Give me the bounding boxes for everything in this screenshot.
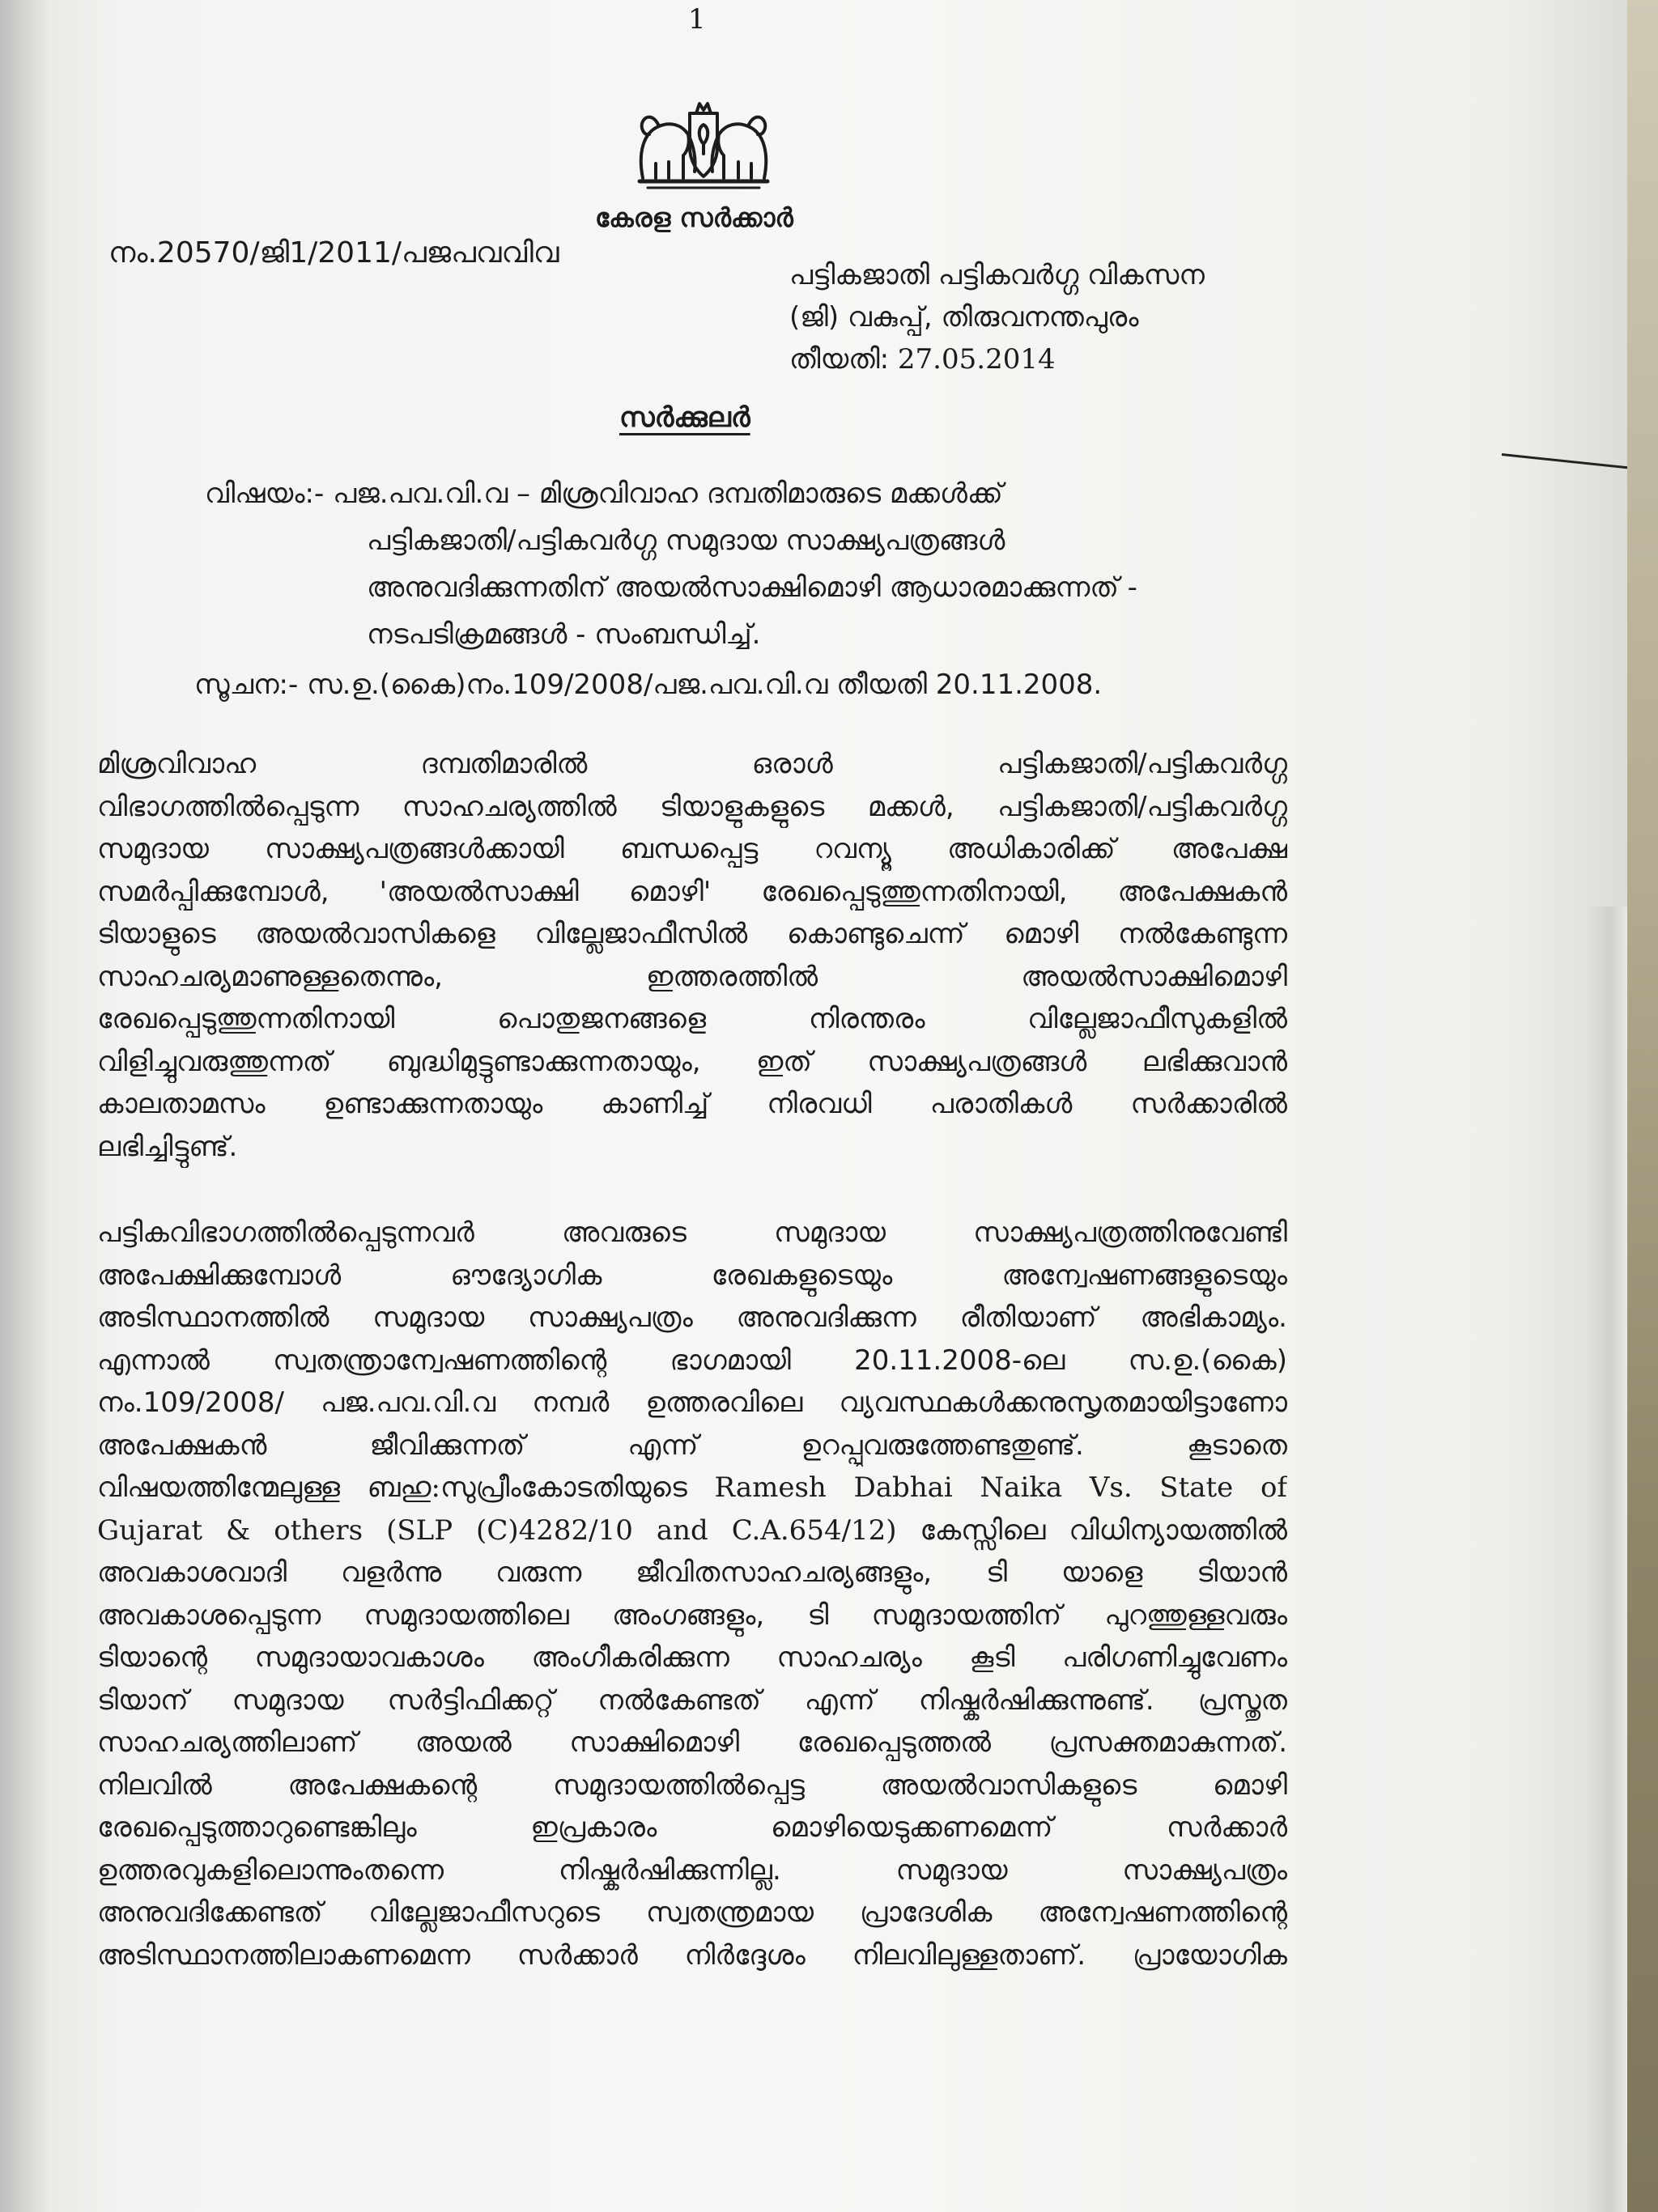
paragraph-line: സമർപ്പിക്കുമ്പോൾ, 'അയൽസാക്ഷി മൊഴി' രേഖപ്പെടുത്തുന്നതിനായി, അപേക്ഷകൻ bbox=[97, 875, 1287, 908]
paragraph-line: വിഷയത്തിന്മേലുള്ള ബഹു:സുപ്രീംകോടതിയുടെ Ramesh Dabhai Naika Vs. State of bbox=[97, 1471, 1287, 1504]
paragraph-line: അപേക്ഷിക്കുമ്പോൾ ഔദ്യോഗിക രേഖകളുടെയും അന്വേഷണങ്ങളുടെയും bbox=[97, 1259, 1287, 1292]
paper-fold-edge bbox=[1587, 906, 1627, 2212]
paragraph-line: പട്ടികവിഭാഗത്തിൽപ്പെടുന്നവർ അവരുടെ സമുദായ സാക്ഷ്യപത്രത്തിനുവേണ്ടി bbox=[97, 1216, 1287, 1249]
paragraph-line: വിഭാഗത്തിൽപ്പെടുന്ന സാഹചര്യത്തിൽ ടിയാളുകളുടെ മക്കൾ, പട്ടികജാതി/പട്ടികവർഗ്ഗ bbox=[97, 790, 1287, 823]
paragraph-line: അടിസ്ഥാനത്തിൽ സമുദായ സാക്ഷ്യപത്രം അനുവദിക്കുന്ന രീതിയാണ് അഭികാമ്യം. bbox=[97, 1301, 1287, 1334]
paragraph-line: സമുദായ സാക്ഷ്യപത്രങ്ങൾക്കായി ബന്ധപ്പെട്ട റവന്യൂ അധികാരിക്ക് അപേക്ഷ bbox=[97, 833, 1287, 865]
paragraph-line: അനുവദിക്കേണ്ടത് വില്ലേജാഫീസറുടെ സ്വതന്ത്രമായ പ്രാദേശിക അന്വേഷണത്തിന്റെ bbox=[97, 1896, 1287, 1929]
paragraph-line: ടിയാന്റെ സമുദായാവകാശം അംഗീകരിക്കുന്ന സാഹചര്യം കൂടി പരിഗണിച്ചുവേണം bbox=[97, 1641, 1287, 1674]
paragraph-line: ടിയാളുടെ അയൽവാസികളെ വില്ലേജാഫീസിൽ കൊണ്ടുചെന്ന് മൊഴി നൽകേണ്ടുന്ന bbox=[97, 918, 1287, 950]
department-line-2: (ജി) വകുപ്പ്, തിരുവനന്തപുരം bbox=[789, 301, 1139, 333]
paragraph-line: സാഹചര്യമാണുള്ളതെന്നും, ഇത്തരത്തിൽ അയൽസാക്ഷിമൊഴി bbox=[97, 960, 1287, 993]
body-paragraph-1 bbox=[97, 743, 1287, 1168]
paragraph-line: മിശ്രവിവാഹ ദമ്പതിമാരിൽ ഒരാൾ പട്ടികജാതി/പട്ടികവർഗ്ഗ bbox=[97, 748, 1287, 780]
paragraph-line: ലഭിച്ചിട്ടുണ്ട്. bbox=[97, 1130, 238, 1163]
kerala-state-emblem-icon bbox=[631, 97, 776, 202]
paragraph-line: കാലതാമസം ഉണ്ടാക്കുന്നതായും കാണിച്ച് നിരവധി പരാതികൾ സർക്കാരിൽ bbox=[97, 1088, 1287, 1120]
paragraph-line: ടിയാന് സമുദായ സർട്ടിഫിക്കറ്റ് നൽകേണ്ടത് എന്ന് നിഷ്കർഷിക്കുന്നുണ്ട്. പ്രസ്തുത bbox=[97, 1683, 1287, 1717]
subject-line: പട്ടികജാതി/പട്ടികവർഗ്ഗ സമുദായ സാക്ഷ്യപത്രങ്ങൾ bbox=[367, 524, 1005, 557]
page-edge-shadow bbox=[0, 0, 49, 2212]
subject-line: അനുവദിക്കുന്നതിന് അയൽസാക്ഷിമൊഴി ആധാരമാക്കുന്നത് - bbox=[367, 571, 1137, 604]
page-number: 1 bbox=[688, 3, 706, 36]
reference-number: നം.20570/ജി1/2011/പജപവവിവ bbox=[108, 236, 559, 270]
paragraph-line: അപേക്ഷകൻ ജീവിക്കുന്നത് എന്ന് ഉറപ്പുവരുത്തേണ്ടതുണ്ട്. കൂടാതെ bbox=[97, 1429, 1287, 1462]
paragraph-line: വിളിച്ചുവരുത്തുന്നത് ബുദ്ധിമുട്ടുണ്ടാക്കുന്നതായും, ഇത് സാക്ഷ്യപത്രങ്ങൾ ലഭിക്കുവാൻ bbox=[97, 1045, 1287, 1078]
reference-line: സൂചന:- സ.ഉ.(കൈ)നം.109/2008/പജ.പവ.വി.വ തീയതി 20.11.2008. bbox=[194, 669, 1103, 701]
paragraph-line: എന്നാൽ സ്വതന്ത്രാന്വേഷണത്തിന്റെ ഭാഗമായി 20.11.2008-ലെ സ.ഉ.(കൈ) bbox=[97, 1344, 1287, 1377]
paragraph-line: Gujarat & others (SLP (C)4282/10 and C.A.654/12) കേസ്സിലെ വിധിന്യായത്തിൽ bbox=[97, 1514, 1287, 1547]
subject-line: വിഷയം:- പജ.പവ.വി.വ – മിശ്രവിവാഹ ദമ്പതിമാരുടെ മക്കൾക്ക് bbox=[205, 478, 1003, 510]
background-desk-strip bbox=[1627, 0, 1658, 2212]
paragraph-line: രേഖപ്പെടുത്തുന്നതിനായി പൊതുജനങ്ങളെ നിരന്തരം വില്ലേജാഫീസുകളിൽ bbox=[97, 1003, 1287, 1035]
paragraph-line: ഉത്തരവുകളിലൊന്നുംതന്നെ നിഷ്കർഷിക്കുന്നില്ല. സമുദായ സാക്ഷ്യപത്രം bbox=[97, 1853, 1287, 1887]
paragraph-line: നിലവിൽ അപേക്ഷകന്റെ സമുദായത്തിൽപ്പെട്ട അയൽവാസികളുടെ മൊഴി bbox=[97, 1768, 1287, 1802]
paragraph-line: രേഖപ്പെടുത്താറുണ്ടെങ്കിലും ഇപ്രകാരം മൊഴിയെടുക്കണമെന്ന് സർക്കാർ bbox=[97, 1811, 1287, 1844]
department-line-1: പട്ടികജാതി പട്ടികവർഗ്ഗ വികസന bbox=[789, 259, 1205, 291]
subject-line: നടപടിക്രമങ്ങൾ - സംബന്ധിച്ച്. bbox=[367, 618, 761, 651]
paragraph-line: അടിസ്ഥാനത്തിലാകണമെന്ന സർക്കാർ നിർദ്ദേശം നിലവിലുള്ളതാണ്. പ്രായോഗിക bbox=[97, 1938, 1287, 1972]
stray-pen-mark bbox=[1502, 453, 1627, 473]
date-value: 27.05.2014 bbox=[897, 343, 1056, 376]
government-name: കേരള സർക്കാർ bbox=[595, 202, 793, 233]
paragraph-line: അവകാശവാദി വളർന്നു വരുന്ന ജീവിതസാഹചര്യങ്ങളും, ടി യാളെ ടിയാൻ bbox=[97, 1556, 1287, 1589]
date-line bbox=[789, 343, 1056, 376]
paragraph-line: സാഹചര്യത്തിലാണ് അയൽ സാക്ഷിമൊഴി രേഖപ്പെടുത്തൽ പ്രസക്തമാകുന്നത്. bbox=[97, 1726, 1287, 1759]
paragraph-line: നം.109/2008/ പജ.പവ.വി.വ നമ്പർ ഉത്തരവിലെ വ്യവസ്ഥകൾക്കനുസൃതമായിട്ടാണോ bbox=[97, 1386, 1287, 1419]
paragraph-line: അവകാശപ്പെടുന്ന സമുദായത്തിലെ അംഗങ്ങളും, ടി സമുദായത്തിന് പുറത്തുള്ളവരും bbox=[97, 1598, 1287, 1632]
document-type-heading: സർക്കുലർ bbox=[619, 401, 750, 434]
body-paragraph-2 bbox=[97, 1212, 1287, 1976]
date-label: തീയതി: bbox=[789, 343, 898, 376]
